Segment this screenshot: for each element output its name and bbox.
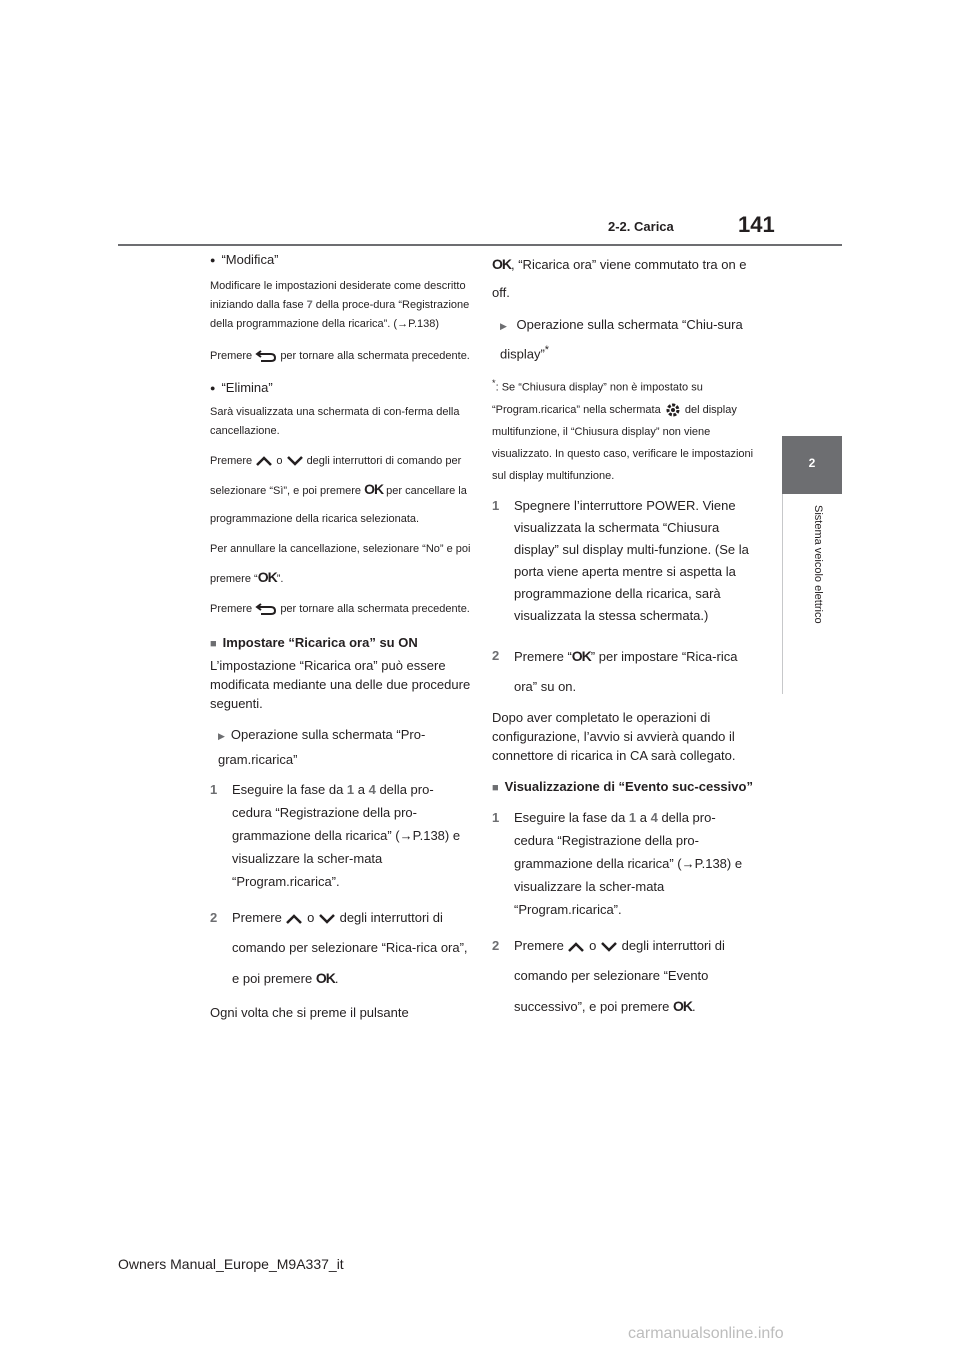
footnote: *: Se “Chiusura display” non è impostato su “Program.ricarica” nella schermata del display multifunzione, il “Chiusura display” non viene visualizzato. In questo caso, verificare le impostazioni sul display multifunzione. [492,378,754,482]
gear-icon [664,401,682,419]
dopo-text: Dopo aver completato le operazioni di configurazione, l’avvio si avvierà quando il connettore di ricarica in CA sarà collegato. [492,709,736,763]
right-step-2: 2 Premere “OK” per impostare “Rica-rica ora” su on. [492,647,738,694]
left-step-1: 1 Eseguire la fase da 1 a 4 della pro-cedura “Registrazione della pro-grammazione della ricarica” (→P.138) e visualizzare la scher-mata “Program.ricarica”. [210,782,461,889]
ok-icon: OK [571,647,591,664]
annulla-instruction: Per annullare la cancellazione, selezionare “No” e poi premere “OK”. [210,543,471,585]
modifica-text: Modificare le impostazioni desiderate come descritto iniziando dalla fase 7 della proce-dura “Registrazione della programmazione della ricarica”. (→P.138) [210,280,470,330]
chevron-down-icon [318,913,336,925]
right-evento-step-1: 1 Eseguire la fase da 1 a 4 della pro-cedura “Registrazione della pro-grammazione della ricarica” (→P.138) e visualizzare la scher-mata “Program.ricarica”. [492,809,743,917]
ok-icon: OK [257,569,277,585]
chevron-up-icon [255,455,273,467]
ok-icon: OK [672,997,692,1014]
page-number: 141 [738,212,775,237]
back-instruction-2: Premere per tornare alla schermata precedente. [210,603,470,615]
ogni-volta-text: Ogni volta che si preme il pulsante [210,1005,409,1020]
back-arrow-icon [255,602,277,616]
chevron-up-icon [567,941,585,953]
op-program-ricarica: ▶ Operazione sulla schermata “Pro-gram.ricarica” [210,723,472,772]
right-evento-step-2: 2 Premere o degli interruttori di comando per selezionare “Evento successivo”, e poi premere OK. [492,937,725,1014]
side-tab-number: 2 [808,456,816,470]
footer-manual-name: Owners Manual_Europe_M9A337_it [118,1256,344,1272]
back-arrow-icon [255,349,277,363]
modifica-title: ● “Modifica” [210,250,472,271]
chevron-down-icon [600,941,618,953]
evento-heading: ■ Visualizzazione di “Evento suc-cessivo” [492,777,754,798]
side-tab-label: Sistema veicolo elettrico [812,505,824,624]
chevron-down-icon [286,455,304,467]
right-step-1: 1 Spegnere l’interruttore POWER. Viene visualizzata la schermata “Chiusura display” sul display multi-funzione. (Se la porta viene aperta mentre si aspetta la programmazione della ricarica, sarà visualizzata la stessa schermata.) [492,497,749,623]
ok-toggle-text: OK, “Ricarica ora” viene commutato tra on e off. [492,256,747,300]
elimina-instruction: Premere o degli interruttori di comando per selezionare “Sì”, e poi premere OK per cancellare la programmazione della ricarica selezionata. [210,455,467,525]
chevron-up-icon [285,913,303,925]
ricarica-ora-heading: ■ Impostare “Ricarica ora” su ON [210,633,472,654]
back-instruction-1: Premere per tornare alla schermata precedente. [210,350,470,362]
op-chiusura-display: ▶ Operazione sulla schermata “Chiu-sura display”* [492,313,754,366]
elimina-title: ● “Elimina” [210,378,472,399]
left-column [210,250,472,1023]
ok-icon: OK [492,256,511,272]
section-title: 2-2. Carica [608,219,674,234]
header-rule [118,244,842,246]
right-column [492,250,754,1022]
ricarica-ora-intro: L’impostazione “Ricarica ora” può essere modificata mediante una delle due procedure seguenti. [210,658,471,711]
ok-icon: OK [364,481,384,497]
watermark: carmanualsonline.info [628,1325,784,1342]
left-step-2: 2 Premere o degli interruttori di comando per selezionare “Rica-rica ora”, e poi premere OK. [210,910,468,986]
elimina-text: Sarà visualizzata una schermata di con-ferma della cancellazione. [210,406,460,437]
ok-icon: OK [315,970,335,986]
